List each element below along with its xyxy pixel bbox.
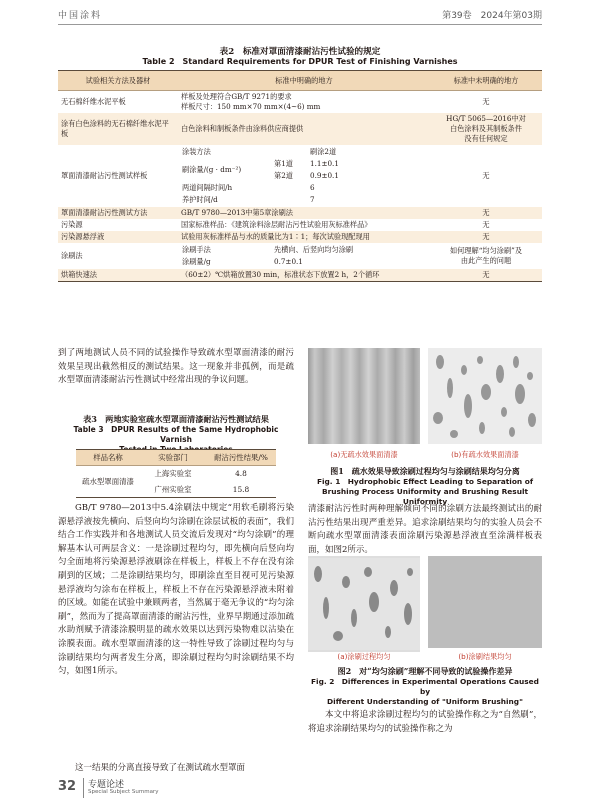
figure1-label-b: (b)有疏水效果面清漆 bbox=[451, 450, 519, 459]
spec-line: 样板尺寸：150 mm×70 mm×(4~6) mm bbox=[181, 102, 321, 111]
row-spec bbox=[178, 91, 430, 114]
table-row bbox=[76, 466, 276, 482]
param-label: 两道间隔时间/h bbox=[182, 183, 233, 192]
row-spec: 国家标准样品：《建筑涂料涂层耐沾污性试验用灰标准样品》 bbox=[178, 219, 430, 231]
running-header bbox=[58, 8, 542, 22]
unspec-line: 由此产生的问题 bbox=[460, 256, 512, 265]
row-spec bbox=[178, 145, 430, 207]
row-name: 烘箱快速法 bbox=[58, 269, 178, 282]
caption-line: Table 3 DPUR Results of the Same Hydrophobic Varnish bbox=[73, 425, 279, 444]
table3 bbox=[76, 449, 276, 498]
unspec-line: 如何理解“均匀涂刷”及 bbox=[449, 246, 523, 255]
table-row bbox=[58, 231, 542, 243]
body-paragraph: GB/T 9780—2013中5.4涂刷法中规定“用软毛刷将污染源悬浮液按先横向、后竖向均匀涂刷在涂层试板的表面”，我们结合工作实践并和各地测试人员交流后发现对“均匀涂刷”的理解基本认可两层含义：一是涂刷过程均匀，即先横向后竖向均匀全面地将污染源悬浮液刷涂在样板上，样板上不存在没有涂刷到的区域；二是涂刷结果均匀，即刷涂直至目视可见污染源悬浮液均匀涂布在样板上，样板上不存在污染源悬浮液未附着的区域。如能在试验中兼顾两者，当然属于毫无争议的“均匀涂刷”，然而为了提高罩面清漆的耐沾污性，业界早期通过添加疏水助剂赋予清漆涂膜明显的疏水效果以达到污染物难以沾染在涂膜表面。疏水型罩面清漆的这一特性导致了涂刷过程均匀与涂刷结果均匀两者发生分离，即涂刷过程均匀时涂刷结果不均匀，如图1所示。 bbox=[58, 503, 294, 677]
row-spec bbox=[178, 243, 430, 269]
figure2 bbox=[308, 556, 542, 662]
table2-header-cell: 标准中明确的地方 bbox=[178, 71, 430, 91]
figure1 bbox=[308, 348, 542, 460]
row-name: 污染源悬浮液 bbox=[58, 231, 178, 243]
unspec-line: 白色涂料及其制板条件 bbox=[450, 124, 522, 133]
table3-caption-cn: 表3 两地实验室疏水型罩面清漆耐沾污性测试结果 bbox=[83, 414, 269, 424]
table-row bbox=[58, 243, 542, 269]
table2-caption-en: Table 2 Standard Requirements for DPUR Test of Finishing Varnishes bbox=[142, 57, 458, 66]
table-row bbox=[58, 91, 542, 114]
param-value: 0.7±0.1 bbox=[274, 257, 303, 266]
caption-line: Fig. 1 Hydrophobic Effect Leading to Separation of bbox=[316, 477, 534, 486]
header-rule bbox=[58, 24, 542, 25]
body-paragraph: 清漆耐沾污性时两种理解倾向不同的涂刷方法最终测试出的耐沾污性结果出现严重差异。追求涂刷结果均匀的实验人员会不断向疏水型罩面清漆表面涂刷污染源悬浮液直至涂满样板表面，如图2所示。 bbox=[308, 504, 542, 555]
section-title-cn: 专题论述 bbox=[88, 780, 125, 790]
param-label: 养护时间/d bbox=[182, 195, 218, 204]
param-label: 刷涂量/(g · dm⁻²) bbox=[182, 165, 242, 174]
lab-name: 广州实验室 bbox=[140, 482, 206, 498]
figure2-label-b: (b)涂刷结果均匀 bbox=[458, 652, 512, 661]
section-title-en: Special Subject Summary bbox=[88, 789, 159, 795]
row-unspec: 无 bbox=[430, 145, 542, 207]
brush-params bbox=[181, 244, 427, 268]
row-spec: 试验用灰标准样品与水的质量比为1∶1；每次试验现配现用 bbox=[178, 231, 430, 243]
param-value: 1.1±0.1 bbox=[310, 159, 339, 168]
row-unspec: 无 bbox=[430, 91, 542, 114]
row-unspec bbox=[430, 243, 542, 269]
row-spec: GB/T 9780—2013中第5章涂刷法 bbox=[178, 207, 430, 219]
param-label: 涂刷量/g bbox=[182, 257, 211, 266]
param-value: 先横向、后竖向均匀涂刷 bbox=[274, 245, 354, 254]
row-spec: 白色涂料和制板条件由涂料供应商提供 bbox=[178, 113, 430, 145]
table2-caption-cn: 表2 标准对罩面清漆耐沾污性试验的规定 bbox=[219, 47, 381, 57]
unspec-line: HG/T 5065—2016中对 bbox=[446, 114, 526, 123]
dpur-value: 15.8 bbox=[206, 482, 276, 498]
row-unspec: 无 bbox=[430, 231, 542, 243]
row-name: 无石棉纤维水泥平板 bbox=[58, 91, 178, 114]
table3-header-cell: 实验部门 bbox=[140, 450, 206, 466]
figure2-caption-en bbox=[308, 677, 542, 707]
param-label: 涂刷手法 bbox=[182, 245, 211, 254]
param-value: 刷涂2道 bbox=[310, 147, 337, 156]
table3-header-cell: 样品名称 bbox=[76, 450, 140, 466]
figure2-caption-cn: 图2 对“均匀涂刷”理解不同导致的试验操作差异 bbox=[337, 666, 513, 676]
param-sub: 第2道 bbox=[274, 171, 293, 180]
row-name: 罩面清漆耐沾污性测试样板 bbox=[58, 145, 178, 207]
figure1-photo-a bbox=[308, 348, 420, 444]
footer-divider bbox=[83, 778, 84, 798]
body-paragraph: 这一结果的分离直接导致了在测试疏水型罩面 bbox=[75, 763, 246, 773]
table2-header-row bbox=[58, 71, 542, 91]
param-value: 7 bbox=[310, 195, 315, 204]
table2-header-cell: 试验相关方法及器材 bbox=[58, 71, 178, 91]
coating-params bbox=[181, 146, 427, 206]
param-sub: 第1道 bbox=[274, 159, 293, 168]
row-name: 罩面清漆耐沾污性测试方法 bbox=[58, 207, 178, 219]
figure2-photo-b bbox=[428, 556, 542, 648]
figure2-label-a: (a)涂刷过程均匀 bbox=[337, 652, 391, 661]
sample-name: 疏水型罩面清漆 bbox=[76, 466, 140, 498]
row-name: 涂有白色涂料的无石棉纤维水泥平板 bbox=[58, 113, 178, 145]
issue-info: 第39卷 2024年第03期 bbox=[442, 11, 542, 21]
body-paragraph: 到了两地测试人员不同的试验操作导致疏水型罩面清漆的耐污效果呈现出截然相反的测试结果。这一现象并非孤例，而是疏水型罩面清漆耐沾污性测试中经常出现的争议问题。 bbox=[58, 348, 294, 386]
figure2-photo-a bbox=[308, 556, 420, 652]
figure1-label-a: (a)无疏水效果面清漆 bbox=[330, 450, 398, 459]
dpur-value: 4.8 bbox=[206, 466, 276, 482]
param-label: 涂装方法 bbox=[182, 147, 211, 156]
row-name: 涂刷法 bbox=[58, 243, 178, 269]
table3-header-row bbox=[76, 450, 276, 466]
unspec-line: 没有任何规定 bbox=[464, 134, 508, 143]
lab-name: 上海实验室 bbox=[140, 466, 206, 482]
body-paragraph: 本文中将追求涂刷过程均匀的试验操作称之为“自然刷”，将追求涂刷结果均匀的试验操作称之为 bbox=[308, 710, 542, 734]
param-value: 0.9±0.1 bbox=[310, 171, 339, 180]
table-row bbox=[58, 219, 542, 231]
table2 bbox=[58, 70, 542, 282]
caption-line: Brushing Process Uniformity and Brushing Result Uniformity bbox=[321, 487, 529, 506]
table-row bbox=[58, 269, 542, 282]
figure1-photo-b bbox=[428, 348, 542, 444]
row-unspec bbox=[430, 113, 542, 145]
row-unspec: 无 bbox=[430, 269, 542, 282]
page-number: 32 bbox=[58, 779, 77, 794]
spec-line: 样板及处理符合GB/T 9271的要求 bbox=[181, 92, 292, 101]
row-name: 污染源 bbox=[58, 219, 178, 231]
table-row bbox=[58, 113, 542, 145]
row-unspec: 无 bbox=[430, 219, 542, 231]
table2-header-cell: 标准中未明确的地方 bbox=[430, 71, 542, 91]
row-spec: （60±2）℃烘箱放置30 min，标准状态下放置2 h，2个循环 bbox=[178, 269, 430, 282]
table-row bbox=[58, 145, 542, 207]
caption-line: Fig. 2 Differences in Experimental Operations Caused by bbox=[311, 677, 539, 696]
table-row bbox=[58, 207, 542, 219]
caption-line: Different Understanding of "Uniform Brushing" bbox=[327, 697, 523, 706]
table3-header-cell: 耐沾污性结果/% bbox=[206, 450, 276, 466]
row-unspec: 无 bbox=[430, 207, 542, 219]
figure1-caption-cn: 图1 疏水效果导致涂刷过程均匀与涂刷结果均匀分离 bbox=[330, 466, 520, 476]
journal-name: 中国涂料 bbox=[58, 11, 103, 21]
param-value: 6 bbox=[310, 183, 315, 192]
